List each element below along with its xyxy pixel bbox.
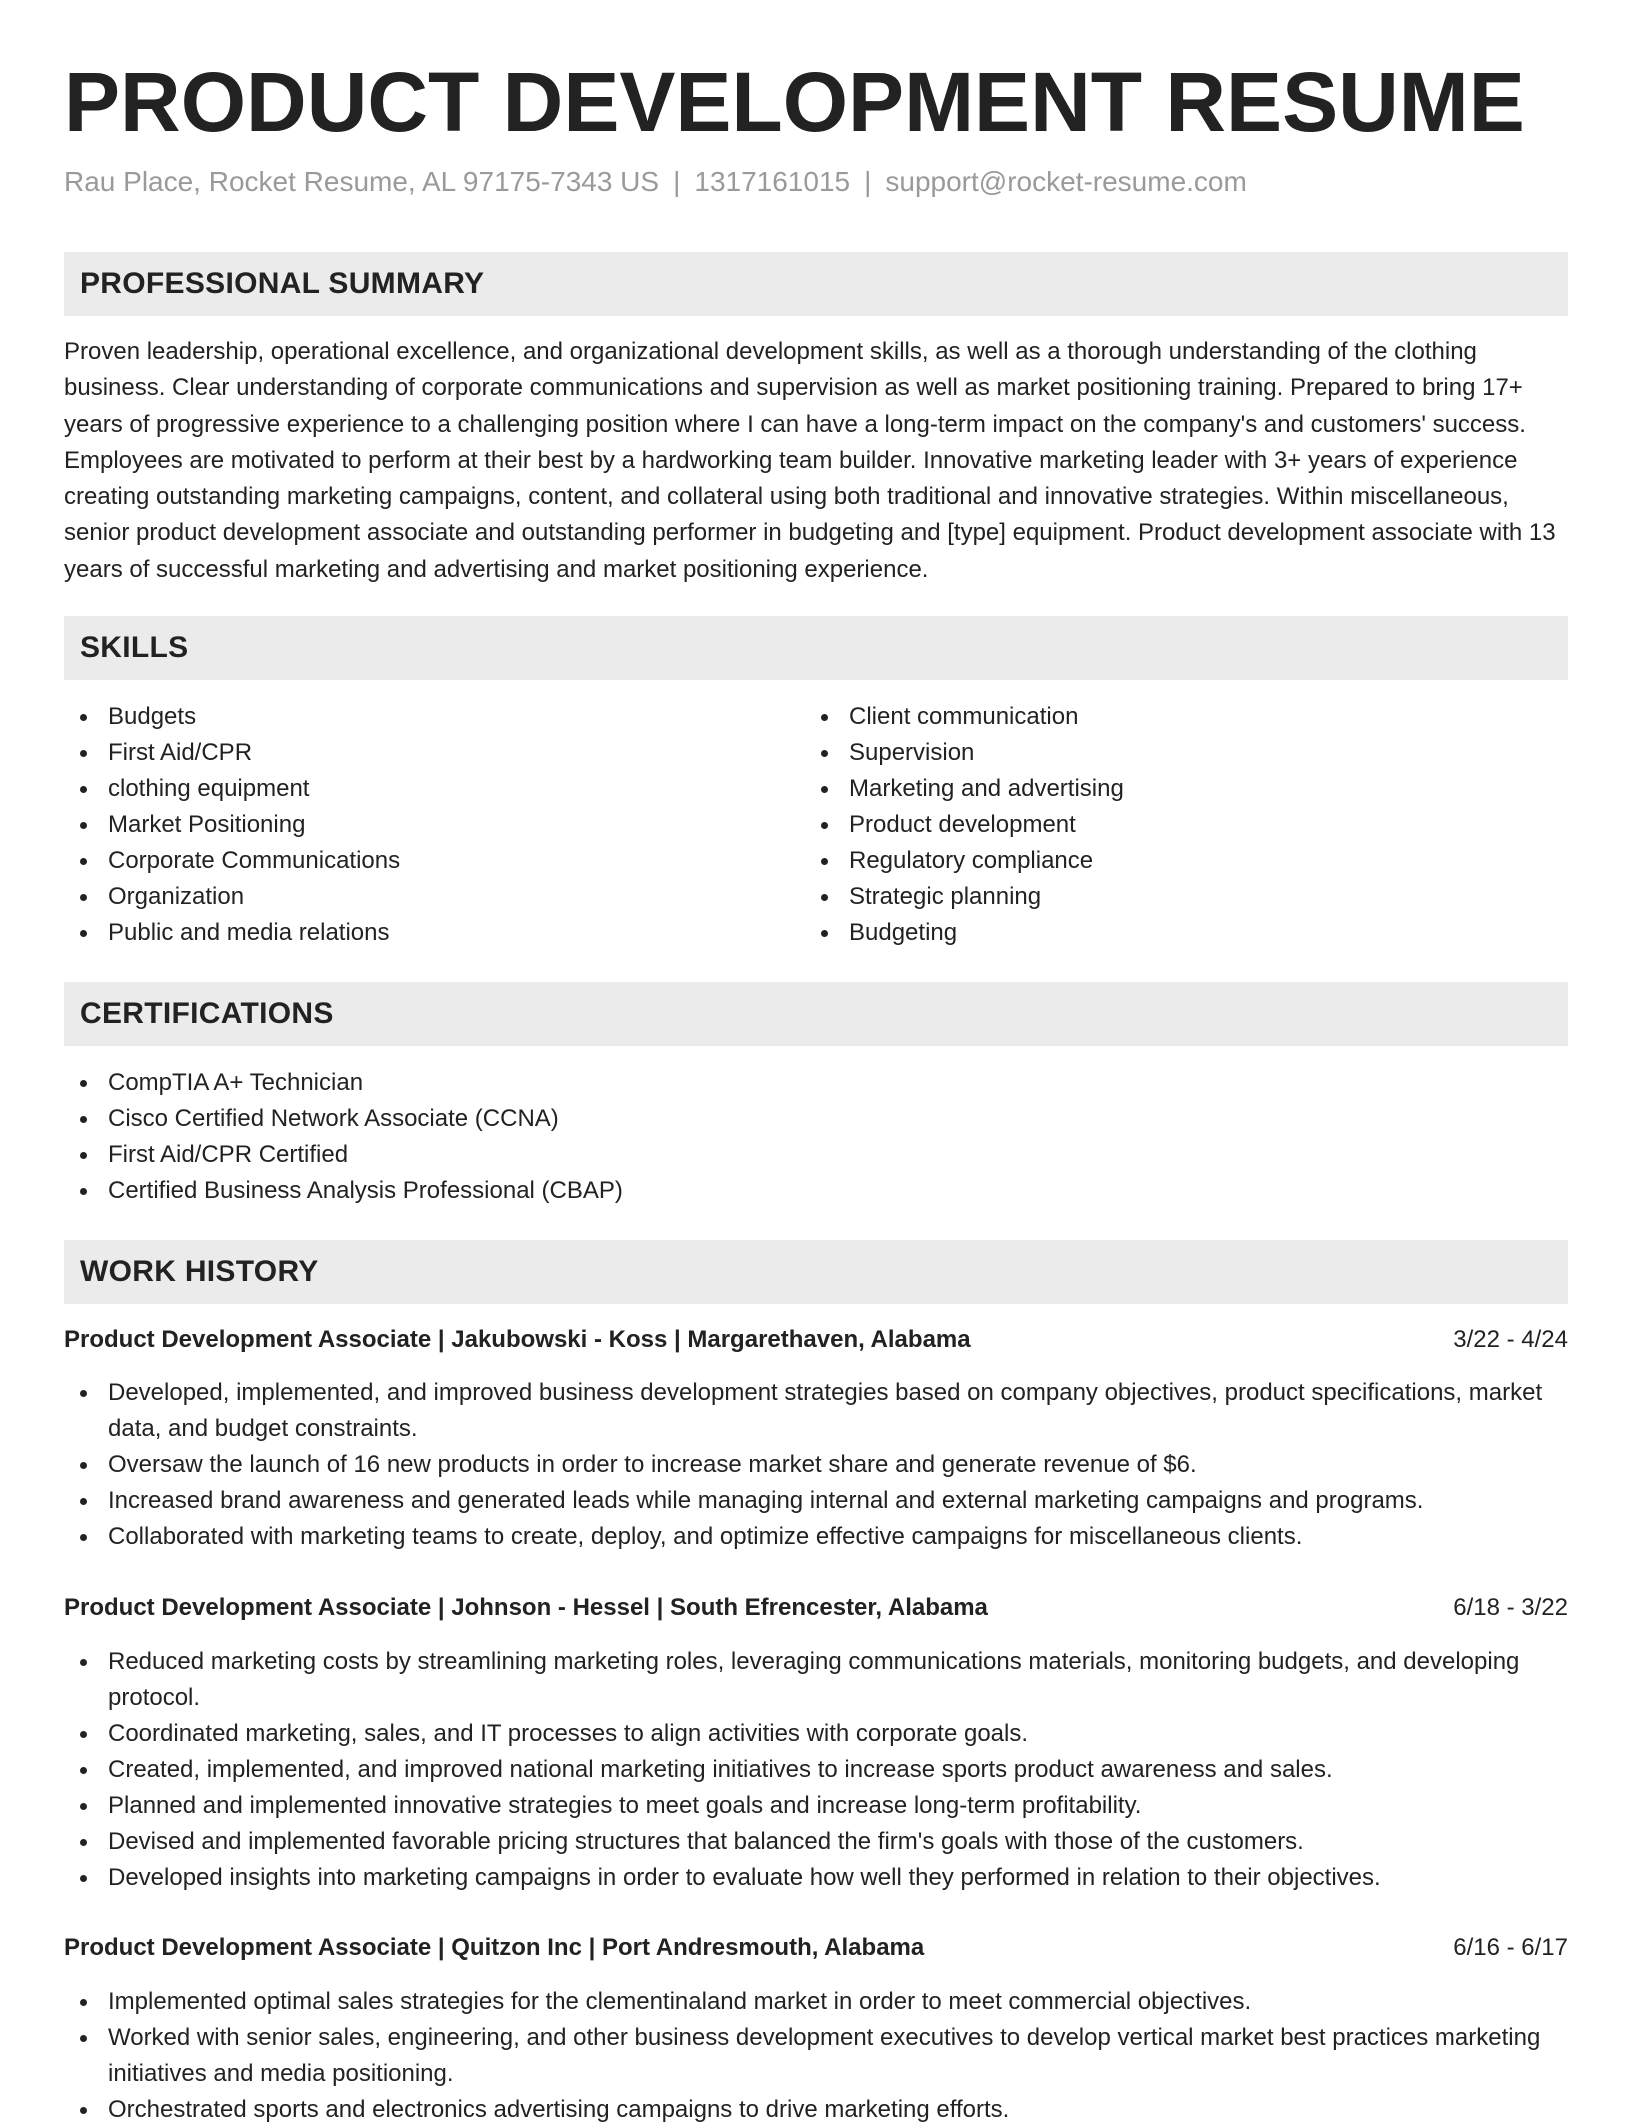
certification-item: Cisco Certified Network Associate (CCNA) — [64, 1101, 1568, 1137]
skill-item: Budgets — [64, 699, 764, 735]
contact-separator: | — [864, 166, 872, 197]
job-bullets — [64, 1984, 1568, 2128]
skill-item: Organization — [64, 879, 764, 915]
job-bullet: Planned and implemented innovative strategies to meet goals and increase long-term profitability. — [64, 1788, 1568, 1824]
summary-heading: PROFESSIONAL SUMMARY — [64, 252, 1568, 316]
job-bullet: Created, implemented, and improved national marketing initiatives to increase sports product awareness and sales. — [64, 1752, 1568, 1788]
job-bullets — [64, 1375, 1568, 1555]
job-bullet: Oversaw the launch of 16 new products in order to increase market share and generate revenue of $6. — [64, 1447, 1568, 1483]
job-title: Product Development Associate | Johnson - Hessel | South Efrencester, Alabama — [64, 1594, 988, 1621]
skill-item: Marketing and advertising — [805, 771, 1505, 807]
job-bullet: Orchestrated sports and electronics advertising campaigns to drive marketing efforts. — [64, 2092, 1568, 2128]
job-dates: 6/16 - 6/17 — [1453, 1934, 1568, 1961]
skill-item: Regulatory compliance — [805, 843, 1505, 879]
job-title: Product Development Associate | Quitzon Inc | Port Andresmouth, Alabama — [64, 1934, 925, 1961]
resume-title: PRODUCT DEVELOPMENT RESUME — [64, 55, 1525, 149]
job-bullet: Implemented optimal sales strategies for the clementinaland market in order to meet commercial objectives. — [64, 1984, 1568, 2020]
skill-item: Strategic planning — [805, 879, 1505, 915]
certification-item: Certified Business Analysis Professional (CBAP) — [64, 1173, 1568, 1209]
skill-item: Market Positioning — [64, 807, 764, 843]
contact-phone: 1317161015 — [694, 166, 851, 197]
contact-separator: | — [673, 166, 681, 197]
skill-item: Corporate Communications — [64, 843, 764, 879]
skills-heading: SKILLS — [64, 616, 1568, 680]
certification-item: First Aid/CPR Certified — [64, 1137, 1568, 1173]
job-bullet: Coordinated marketing, sales, and IT processes to align activities with corporate goals. — [64, 1716, 1568, 1752]
summary-text: Proven leadership, operational excellence, and organizational development skills, as well as a thorough understanding of the clothing business. Clear understanding of corporate communications and supervision as well as market positioning training. Prepared to bring 17+ years of progressive experience to a challenging position where I can have a long-term impact on the company's and customers' success. Employees are motivated to perform at their best by a hardworking team builder. Innovative marketing leader with 3+ years of experience creating outstanding marketing campaigns, content, and collateral using both traditional and innovative strategies. Within miscellaneous, senior product development associate and outstanding performer in budgeting and [type] equipment. Product development associate with 13 years of successful marketing and advertising and market positioning experience. — [64, 338, 1556, 583]
skill-item: Client communication — [805, 699, 1505, 735]
certifications-heading: CERTIFICATIONS — [64, 982, 1568, 1046]
contact-line — [64, 166, 1247, 198]
skills-column-left — [64, 699, 764, 951]
skill-item: First Aid/CPR — [64, 735, 764, 771]
job-bullet: Developed insights into marketing campaigns in order to evaluate how well they performed in relation to their objectives. — [64, 1860, 1568, 1896]
job-bullet: Devised and implemented favorable pricing structures that balanced the firm's goals with those of the customers. — [64, 1824, 1568, 1860]
job-bullet: Developed, implemented, and improved business development strategies based on company objectives, product specifications, market data, and budget constraints. — [64, 1375, 1568, 1447]
job-bullet: Increased brand awareness and generated leads while managing internal and external marketing campaigns and programs. — [64, 1483, 1568, 1519]
certification-item: CompTIA A+ Technician — [64, 1065, 1568, 1101]
skill-item: Public and media relations — [64, 915, 764, 951]
skills-column-right — [805, 699, 1505, 951]
job-dates: 6/18 - 3/22 — [1453, 1594, 1568, 1621]
work-history-heading: WORK HISTORY — [64, 1240, 1568, 1304]
contact-email: support@rocket-resume.com — [885, 166, 1247, 197]
job-bullet: Reduced marketing costs by streamlining marketing roles, leveraging communications materials, monitoring budgets, and developing protocol. — [64, 1644, 1568, 1716]
job-bullet: Collaborated with marketing teams to create, deploy, and optimize effective campaigns for miscellaneous clients. — [64, 1519, 1568, 1555]
skill-item: clothing equipment — [64, 771, 764, 807]
job-bullets — [64, 1644, 1568, 1896]
skill-item: Budgeting — [805, 915, 1505, 951]
job-dates: 3/22 - 4/24 — [1453, 1326, 1568, 1353]
job-bullet: Worked with senior sales, engineering, and other business development executives to develop vertical market best practices marketing initiatives and media positioning. — [64, 2020, 1568, 2092]
contact-address: Rau Place, Rocket Resume, AL 97175-7343 US — [64, 166, 660, 197]
certifications-list — [64, 1065, 1568, 1209]
job-title: Product Development Associate | Jakubowski - Koss | Margarethaven, Alabama — [64, 1326, 971, 1353]
skill-item: Supervision — [805, 735, 1505, 771]
skill-item: Product development — [805, 807, 1505, 843]
